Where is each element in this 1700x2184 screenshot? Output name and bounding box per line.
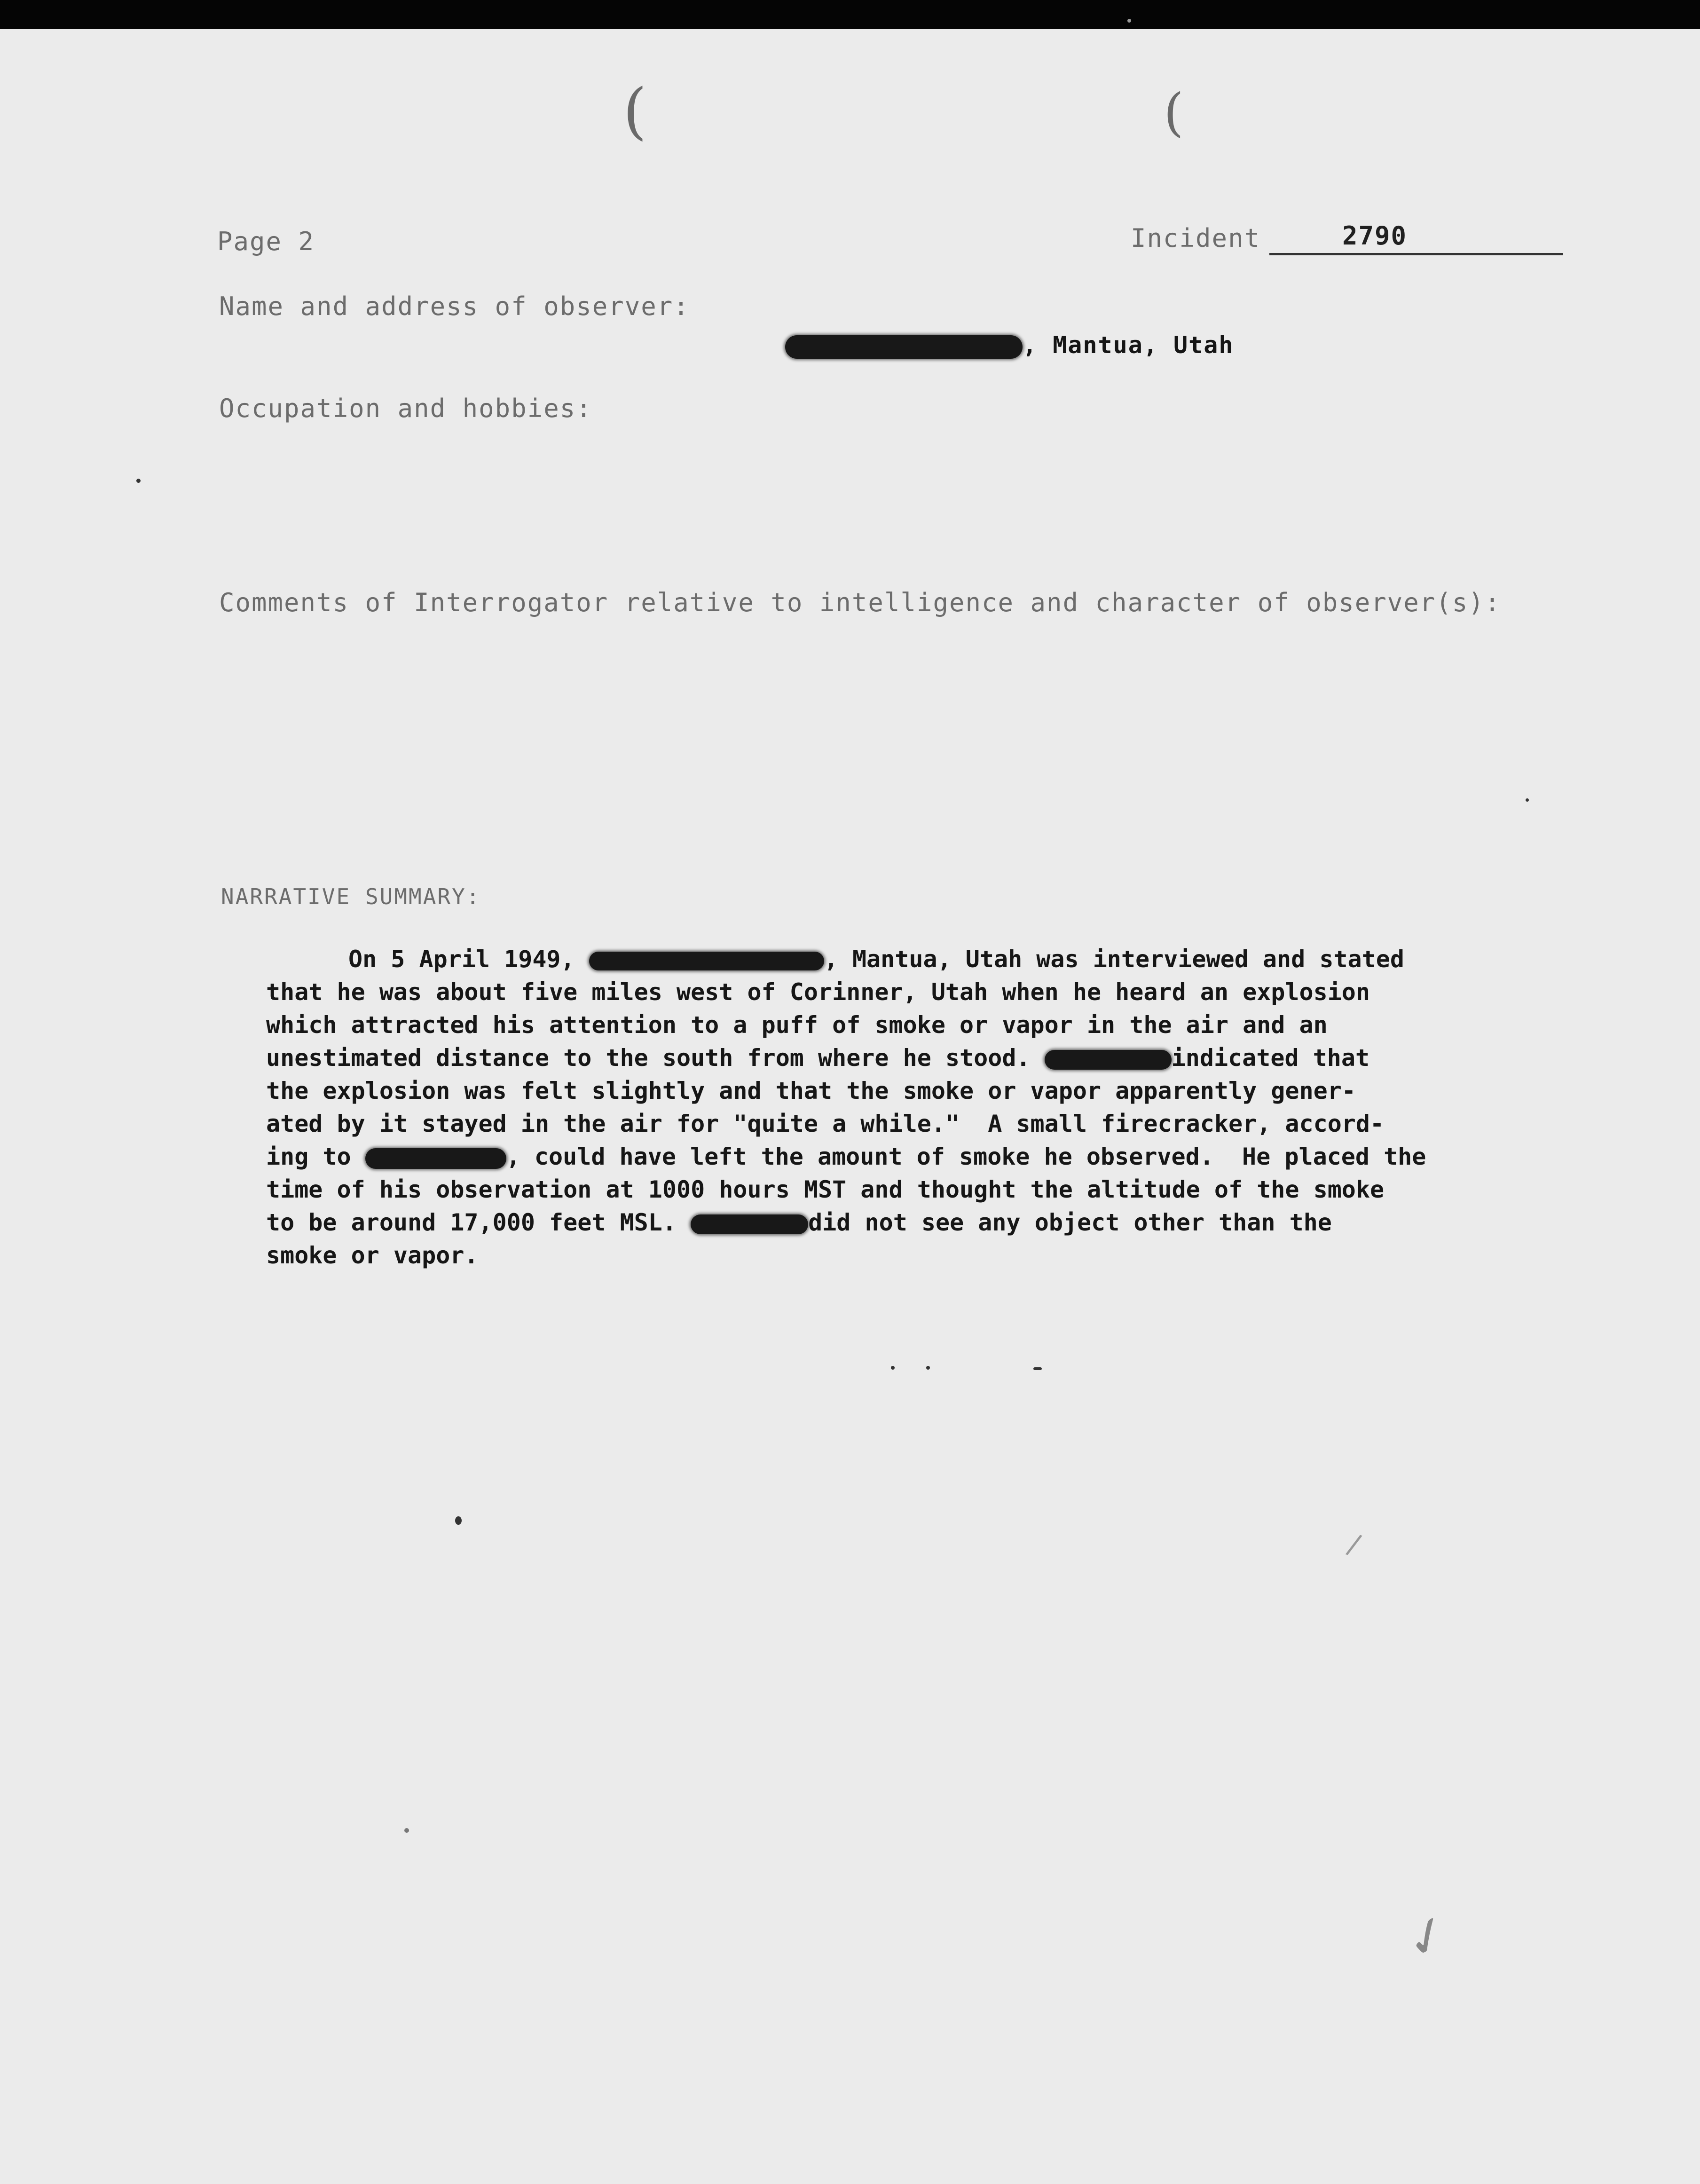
narrative-line xyxy=(266,1041,1582,1074)
observer-label: Name and address of observer: xyxy=(219,292,690,321)
scan-speck xyxy=(1526,798,1529,802)
narrative-text: did not see any object other than the xyxy=(808,1209,1332,1236)
pen-stroke-mark: ✓ xyxy=(1395,1900,1460,1973)
pen-tick-mark: / xyxy=(1344,1527,1364,1562)
narrative-text: , could have left the amount of smoke he observed. He placed the xyxy=(506,1143,1426,1170)
redaction-mark xyxy=(1045,1050,1172,1070)
occupation-label: Occupation and hobbies: xyxy=(219,394,592,423)
narrative-text: , Mantua, Utah was interviewed and stated xyxy=(824,946,1404,973)
narrative-text: which attracted his attention to a puff of smoke or vapor in the air and an xyxy=(266,1011,1328,1039)
scan-speck xyxy=(1127,19,1131,23)
punch-hole-mark-left: ( xyxy=(623,75,647,147)
observer-location: , Mantua, Utah xyxy=(1023,331,1234,359)
narrative-text: ated by it stayed in the air for "quite a while." A small firecracker, accord- xyxy=(266,1110,1385,1137)
scan-speck xyxy=(926,1366,930,1370)
narrative-body xyxy=(266,943,1582,1272)
narrative-heading: NARRATIVE SUMMARY: xyxy=(221,884,481,909)
narrative-line xyxy=(266,943,1582,976)
narrative-text: the explosion was felt slightly and that the smoke or vapor apparently gener- xyxy=(266,1077,1356,1104)
narrative-text: smoke or vapor. xyxy=(266,1242,479,1269)
scan-top-border xyxy=(0,0,1700,29)
narrative-text: unestimated distance to the south from where he stood. xyxy=(266,1044,1045,1072)
narrative-line xyxy=(266,1107,1582,1140)
scan-speck xyxy=(404,1828,409,1833)
incident-label: Incident xyxy=(1131,223,1261,253)
narrative-line xyxy=(266,1140,1582,1173)
redaction-mark xyxy=(365,1148,506,1169)
narrative-line xyxy=(266,1173,1582,1206)
scan-speck xyxy=(891,1366,895,1370)
scan-speck xyxy=(136,479,141,483)
narrative-line xyxy=(266,976,1582,1009)
narrative-text: indicated that xyxy=(1171,1044,1370,1072)
page-number-label: Page 2 xyxy=(217,227,315,256)
narrative-line xyxy=(266,1009,1582,1041)
redaction-mark xyxy=(691,1214,808,1234)
redaction-mark xyxy=(589,952,824,970)
narrative-text: to be around 17,000 feet MSL. xyxy=(266,1209,691,1236)
punch-hole-mark-right: ( xyxy=(1164,82,1184,142)
narrative-text: that he was about five miles west of Corinner, Utah when he heard an explosion xyxy=(266,978,1370,1006)
redaction-mark xyxy=(785,335,1023,359)
incident-underline xyxy=(1269,253,1563,255)
narrative-text: On 5 April 1949, xyxy=(348,946,589,973)
narrative-line xyxy=(266,1206,1582,1239)
incident-number: 2790 xyxy=(1342,221,1408,251)
scan-speck xyxy=(455,1516,462,1525)
observer-value xyxy=(785,331,1234,359)
comments-label: Comments of Interrogator relative to intelligence and character of observer(s): xyxy=(219,588,1501,617)
narrative-line xyxy=(266,1239,1582,1272)
narrative-text: time of his observation at 1000 hours MST and thought the altitude of the smoke xyxy=(266,1176,1385,1203)
narrative-line xyxy=(266,1074,1582,1107)
narrative-text: ing to xyxy=(266,1143,365,1170)
scan-speck xyxy=(1033,1367,1042,1370)
